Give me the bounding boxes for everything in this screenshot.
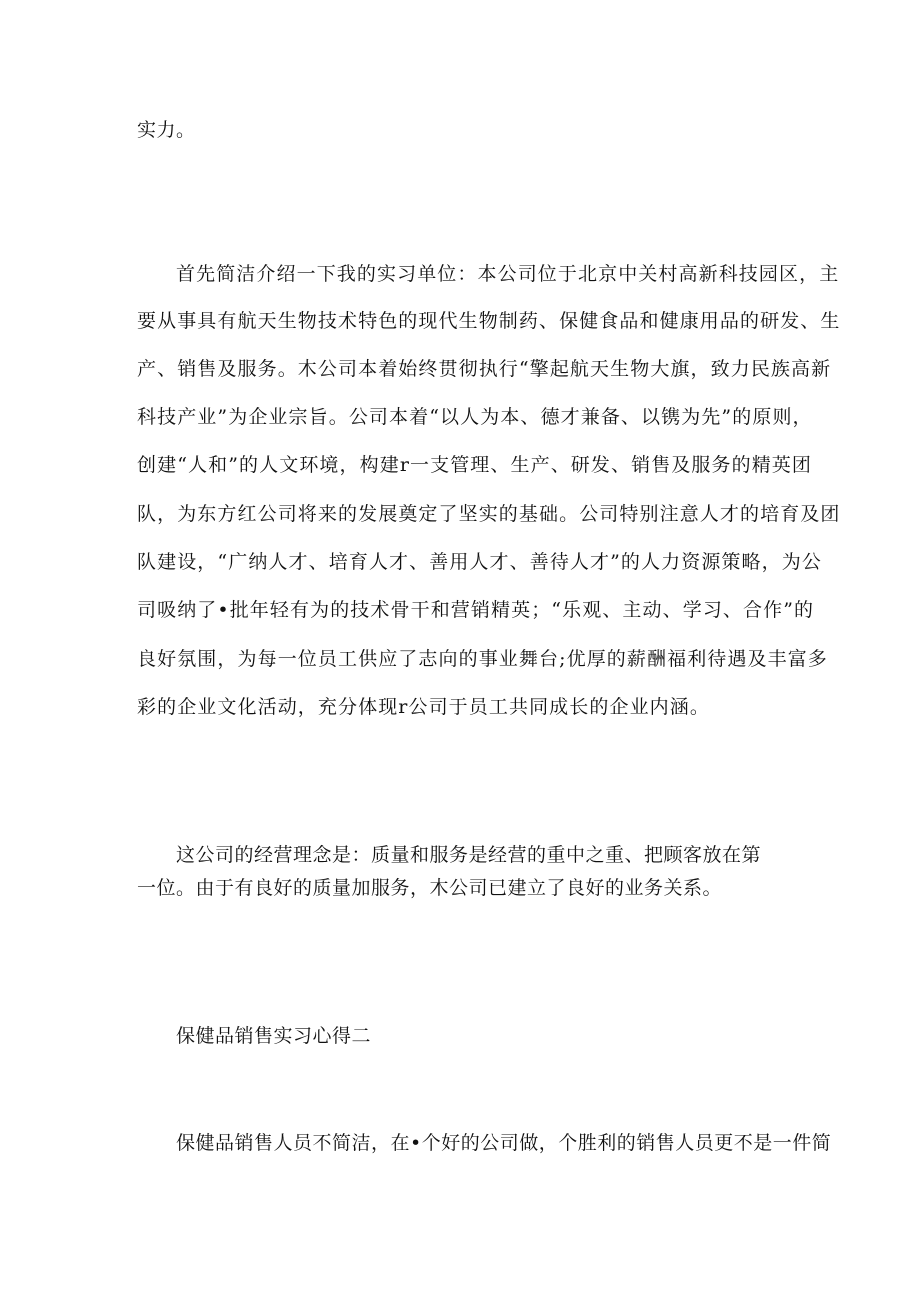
paragraph-line: 产、销售及服务。木公司本着始终贯彻执行“擎起航天生物大旗，致力民族高新 bbox=[137, 358, 832, 380]
paragraph-line: 创建“人和”的人文环境，构建r一支管理、生产、研发、销售及服务的精英团 bbox=[137, 454, 813, 476]
paragraph-line: 队建设，“广纳人才、培育人才、善用人才、善待人才”的人力资源策略，为公 bbox=[137, 551, 822, 573]
paragraph-line: 这公司的经营理念是：质量和服务是经营的重中之重、把顾客放在第 bbox=[176, 844, 762, 866]
paragraph-line: 良好氛围，为每一位员工供应了志向的事业舞台;优厚的薪酬福利待遇及丰富多 bbox=[137, 648, 828, 670]
paragraph-line: 要从事具有航天生物技术特色的现代生物制药、保健食品和健康用品的研发、生 bbox=[137, 310, 841, 332]
paragraph-line: 首先简洁介绍一下我的实习单位：本公司位于北京中关村高新科技园区，主 bbox=[176, 263, 840, 285]
paragraph-line: 彩的企业文化活动，充分体现r公司于员工共同成长的企业内涵。 bbox=[137, 696, 710, 718]
paragraph-line: 科技产业”为企业宗旨。公司本着“以人为本、德才兼备、以镌为先”的原则， bbox=[137, 406, 813, 428]
fragment-text: 实力。 bbox=[137, 119, 196, 141]
paragraph-line: 保健品销售人员不简洁，在•个好的公司做，个胜利的销售人员更不是一件简 bbox=[176, 1132, 832, 1154]
paragraph-line: 一位。由于有良好的质量加服务，木公司已建立了良好的业务关系。 bbox=[137, 877, 723, 899]
paragraph-line: 司吸纳了•批年轻有为的技术骨干和营销精英；“乐观、主动、学习、合作”的 bbox=[137, 599, 815, 621]
section-heading: 保健品销售实习心得二 bbox=[176, 1025, 372, 1047]
paragraph-line: 队，为东方红公司将来的发展奠定了坚实的基础。公司特别注意人才的培育及团 bbox=[137, 503, 841, 525]
